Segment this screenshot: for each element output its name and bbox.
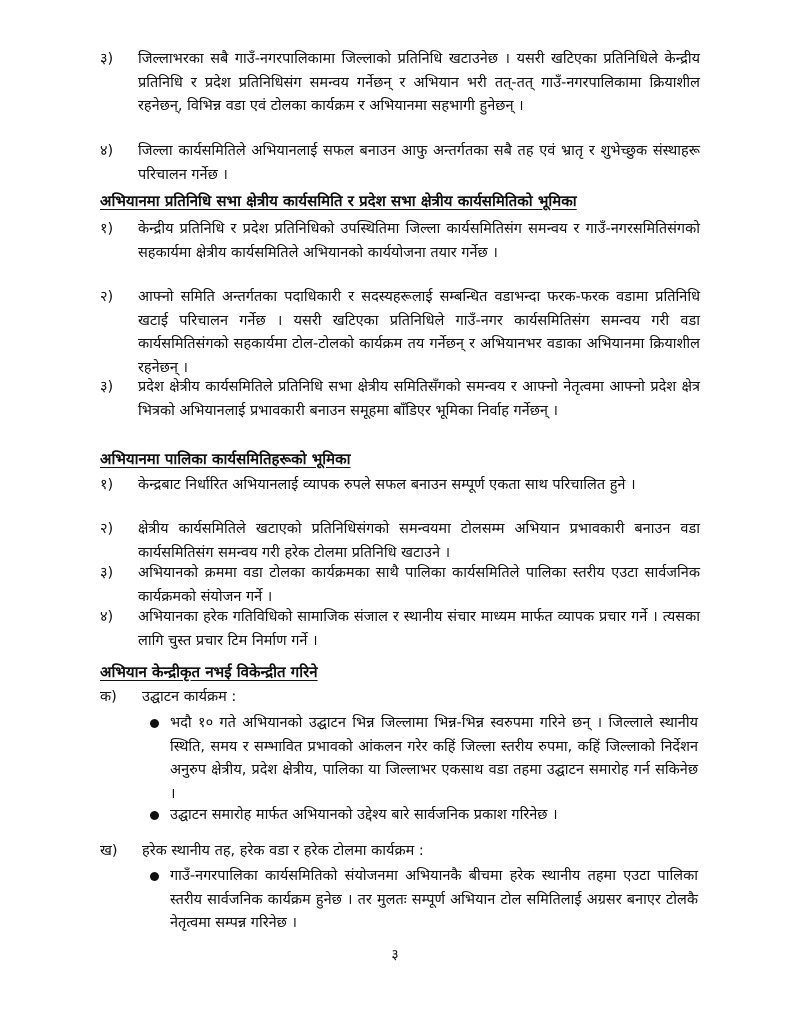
item-number: २) <box>100 289 114 305</box>
item-text: जिल्लाभरका सबै गाउँ-नगरपालिकामा जिल्लाको प्रतिनिधि खटाउनेछ । यसरी खटिएका प्रतिनिधिले केन्द्रीय प्रतिनिधि र प्रदेश प्रतिनिधिसंग समन्वय गर्नेछन् र अभियान भरी तत्-तत् गाउँ-नगरपालिकामा क्रियाशील रहनेछन्, विभिन्न वडा एवं टोलका कार्यक्रम र अभियानमा सहभागी हुनेछन् । <box>138 51 700 114</box>
bullet-item <box>150 865 698 936</box>
list-item <box>100 286 700 380</box>
bullet-text: भदौ १० गते अभियानको उद्घाटन भिन्न जिल्लामा भिन्न-भिन्न स्वरुपमा गरिने छन् । जिल्लाले स्थानीय स्थिति, समय र सम्भावित प्रभावको आंकलन गरेर कहिं जिल्ला स्तरीय रुपमा, कहिं जिल्लाको निर्देशन अनुरुप क्षेत्रीय, प्रदेश क्षेत्रीय, पालिका या जिल्लाभर एकसाथ वडा तहमा उद्घाटन समारोह गर्न सकिनेछ । <box>170 715 698 802</box>
list-item <box>100 606 700 653</box>
subsection-title: हरेक स्थानीय तह, हरेक वडा र हरेक टोलमा कार्यक्रम : <box>142 843 424 859</box>
subsection-title: उद्घाटन कार्यक्रम : <box>142 689 237 705</box>
item-text: क्षेत्रीय कार्यसमितिले खटाएको प्रतिनिधिसंगको समन्वयमा टोलसम्म अभियान प्रभावकारी बनाउन वडा कार्यसमितिसंग समन्वय गरी हरेक टोलमा प्रतिनिधि खटाउने । <box>138 521 700 561</box>
item-number: ३) <box>100 379 114 395</box>
list-item <box>100 218 700 265</box>
item-text: केन्द्रीय प्रतिनिधि र प्रदेश प्रतिनिधिको उपस्थितिमा जिल्ला कार्यसमितिसंग समन्वय र गाउँ-नगरसमितिसंगको सहकार्यमा क्षेत्रीय कार्यसमितिले अभियानको कार्ययोजना तयार गर्नेछ । <box>138 221 700 261</box>
section-heading: अभियानमा प्रतिनिधि सभा क्षेत्रीय कार्यसमिति र प्रदेश सभा क्षेत्रीय कार्यसमितिको भूमिका <box>100 192 577 210</box>
item-text: प्रदेश क्षेत्रीय कार्यसमितिले प्रतिनिधि सभा क्षेत्रीय समितिसँगको समन्वय र आफ्नो नेतृत्वमा आफ्नो प्रदेश क्षेत्र भित्रको अभियानलाई प्रभावकारी बनाउन समूहमा बाँडिएर भूमिका निर्वाह गर्नेछन् । <box>138 379 700 419</box>
item-number: ४) <box>100 609 114 625</box>
list-item <box>100 140 700 187</box>
bullet-item <box>150 804 698 828</box>
subsection-label: क) <box>100 689 117 705</box>
subsection-b <box>100 840 700 864</box>
subsection-label: ख) <box>100 843 118 859</box>
list-item <box>100 562 700 609</box>
page-number: ३ <box>391 947 399 963</box>
bullet-icon <box>150 811 159 820</box>
item-number: ४) <box>100 143 114 159</box>
bullet-text: उद्घाटन समारोह मार्फत अभियानको उद्देश्य बारे सार्वजनिक प्रकाश गरिनेछ । <box>170 807 558 823</box>
item-number: १) <box>100 221 114 237</box>
item-number: २) <box>100 521 114 537</box>
item-number: ३) <box>100 51 114 67</box>
item-text: केन्द्रबाट निर्धारित अभियानलाई व्यापक रुपले सफल बनाउन सम्पूर्ण एकता साथ परिचालित हुने । <box>138 477 636 493</box>
bullet-item <box>150 712 698 806</box>
subsection-a <box>100 686 700 710</box>
item-text: जिल्ला कार्यसमितिले अभियानलाई सफल बनाउन आफु अन्तर्गतका सबै तह एवं भ्रातृ र शुभेच्छुक संस्थाहरू परिचालन गर्नेछ । <box>138 143 700 183</box>
list-item <box>100 518 700 565</box>
item-number: ३) <box>100 565 114 581</box>
item-number: १) <box>100 477 114 493</box>
item-text: अभियानको क्रममा वडा टोलका कार्यक्रमका साथै पालिका कार्यसमितिले पालिका स्तरीय एउटा सार्वजनिक कार्यक्रमको संयोजन गर्ने । <box>138 565 700 605</box>
section-heading: अभियान केन्द्रीकृत नभई विकेन्द्रीत गरिने <box>100 663 318 681</box>
item-text: अभियानका हरेक गतिविधिको सामाजिक संजाल र स्थानीय संचार माध्यम मार्फत व्यापक प्रचार गर्ने । त्यसका लागि चुस्त प्रचार टिम निर्माण गर्ने । <box>138 609 700 649</box>
bullet-text: गाउँ-नगरपालिका कार्यसमितिको संयोजनमा अभियानकै बीचमा हरेक स्थानीय तहमा एउटा पालिका स्तरीय सार्वजनिक कार्यक्रम हुनेछ । तर मुलतः सम्पूर्ण अभियान टोल समितिलाई अग्रसर बनाएर टोलकै नेतृत्वमा सम्पन्न गरिनेछ । <box>170 868 698 931</box>
bullet-icon <box>150 719 159 728</box>
list-item <box>100 48 700 119</box>
item-text: आफ्नो समिति अन्तर्गतका पदाधिकारी र सदस्यहरूलाई सम्बन्धित वडाभन्दा फरक-फरक वडामा प्रतिनिधि खटाई परिचालन गर्नेछ । यसरी खटिएका प्रतिनिधिले गाउँ-नगर कार्यसमितिसंग समन्वय गरी वडा कार्यसमितिसंगको सहकार्यमा टोल-टोलको कार्यक्रम तय गर्नेछन् र अभियानभर वडाका अभियानमा क्रियाशील रहनेछन् । <box>138 289 700 376</box>
section-heading: अभियानमा पालिका कार्यसमितिहरूको भूमिका <box>100 450 351 468</box>
list-item <box>100 376 700 423</box>
list-item <box>100 474 700 498</box>
bullet-icon <box>150 872 159 881</box>
